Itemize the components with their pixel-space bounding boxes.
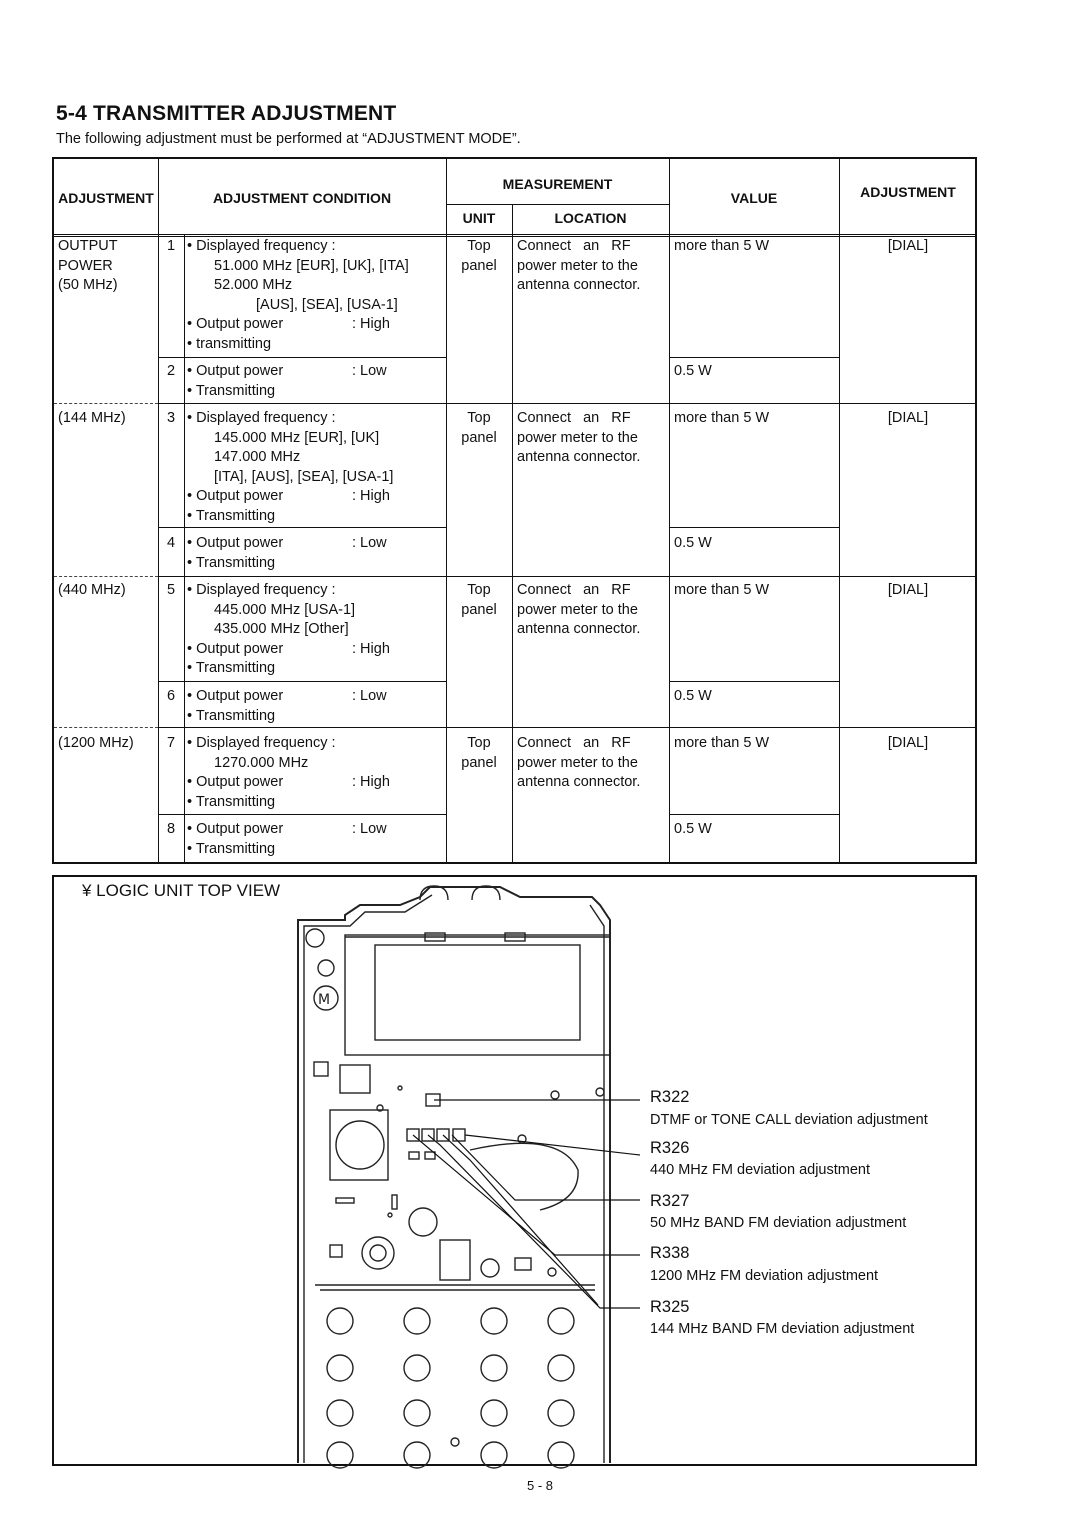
svg-text:M: M <box>318 992 331 1008</box>
row-number: 1 <box>166 238 176 254</box>
label-r322: R322 <box>650 1088 690 1106</box>
header-condition: ADJUSTMENT CONDITION <box>212 190 392 206</box>
location-cell: Connect an RF power meter to the antenna connector. <box>517 582 641 638</box>
value-cell: 0.5 W <box>674 363 712 379</box>
unit-cell: Top panel <box>461 238 497 274</box>
value-cell: more than 5 W <box>674 238 770 254</box>
desc-r325: 144 MHz BAND FM deviation adjustment <box>650 1321 915 1337</box>
header-measurement: MEASUREMENT <box>502 176 613 192</box>
condition-row-7: • Displayed frequency : 1270.000 MHz • Output power : High • Transmitting <box>187 735 390 810</box>
row-number: 4 <box>166 535 176 551</box>
band-label-440: (440 MHz) <box>58 582 126 598</box>
band-label-144: (144 MHz) <box>58 410 126 426</box>
adjust-cell: [DIAL] <box>887 735 929 751</box>
section-title: 5-4 TRANSMITTER ADJUSTMENT <box>56 102 397 125</box>
value-cell: more than 5 W <box>674 410 770 426</box>
header-location: LOCATION <box>554 210 627 226</box>
unit-cell: Top panel <box>461 582 497 618</box>
label-r327: R327 <box>650 1192 690 1210</box>
unit-cell: Top panel <box>461 410 497 446</box>
row-number: 3 <box>166 410 176 426</box>
figure-title: ¥ LOGIC UNIT TOP VIEW <box>82 881 281 900</box>
adjust-cell: [DIAL] <box>887 238 929 254</box>
condition-row-8: • Output power : Low • Transmitting <box>187 821 387 857</box>
label-r338: R338 <box>650 1244 690 1262</box>
row-number: 7 <box>166 735 176 751</box>
condition-row-5: • Displayed frequency : 445.000 MHz [USA-1] 435.000 MHz [Other] • Output power : High • Transmitting <box>187 582 390 677</box>
desc-r338: 1200 MHz FM deviation adjustment <box>650 1268 879 1284</box>
desc-r326: 440 MHz FM deviation adjustment <box>650 1162 871 1178</box>
adjust-cell: [DIAL] <box>887 582 929 598</box>
location-cell: Connect an RF power meter to the antenna connector. <box>517 238 641 294</box>
adjustment-name: OUTPUT POWER (50 MHz) <box>58 238 118 294</box>
value-cell: 0.5 W <box>674 821 712 837</box>
header-adjustment: ADJUSTMENT <box>58 190 154 206</box>
unit-cell: Top panel <box>461 735 497 771</box>
row-number: 6 <box>166 688 176 704</box>
condition-row-1: • Displayed frequency : 51.000 MHz [EUR], [UK], [ITA] 52.000 MHz [AUS], [SEA], [USA-1] • Output power : High • transmitting <box>187 238 409 352</box>
value-cell: 0.5 W <box>674 688 712 704</box>
header-adjustment-2: ADJUSTMENT <box>860 184 956 200</box>
desc-r327: 50 MHz BAND FM deviation adjustment <box>650 1215 907 1231</box>
condition-row-4: • Output power : Low • Transmitting <box>187 535 387 571</box>
value-cell: 0.5 W <box>674 535 712 551</box>
location-cell: Connect an RF power meter to the antenna connector. <box>517 410 641 466</box>
label-r325: R325 <box>650 1298 690 1316</box>
adjust-cell: [DIAL] <box>887 410 929 426</box>
condition-row-3: • Displayed frequency : 145.000 MHz [EUR], [UK] 147.000 MHz [ITA], [AUS], [SEA], [USA-1] • Output power : High • Transmitting <box>187 410 394 524</box>
header-unit: UNIT <box>462 210 496 226</box>
condition-row-6: • Output power : Low • Transmitting <box>187 688 387 724</box>
row-number: 2 <box>166 363 176 379</box>
row-number: 5 <box>166 582 176 598</box>
location-cell: Connect an RF power meter to the antenna connector. <box>517 735 641 791</box>
header-value: VALUE <box>730 190 778 206</box>
value-cell: more than 5 W <box>674 735 770 751</box>
value-cell: more than 5 W <box>674 582 770 598</box>
page-number: 5 - 8 <box>526 1478 553 1493</box>
label-r326: R326 <box>650 1139 690 1157</box>
desc-r322: DTMF or TONE CALL deviation adjustment <box>650 1112 928 1128</box>
condition-row-2: • Output power : Low • Transmitting <box>187 363 387 399</box>
band-label-1200: (1200 MHz) <box>58 735 134 751</box>
row-number: 8 <box>166 821 176 837</box>
section-subtitle: The following adjustment must be performed at “ADJUSTMENT MODE”. <box>56 131 521 147</box>
